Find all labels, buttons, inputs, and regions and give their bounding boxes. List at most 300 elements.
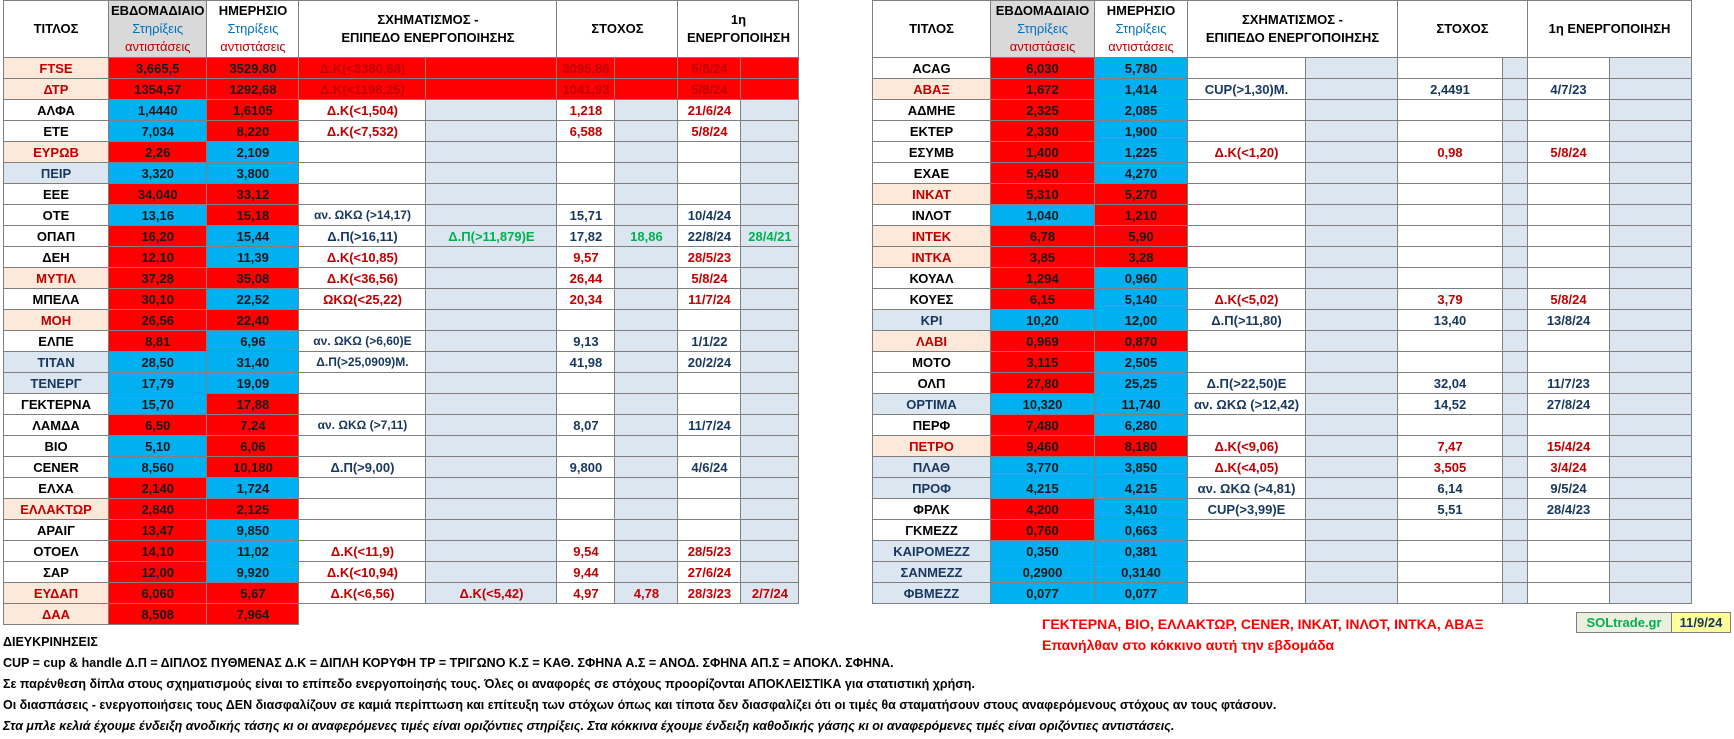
daily-level: 1,225 bbox=[1095, 142, 1188, 163]
daily-level: 9,850 bbox=[207, 520, 299, 541]
target-primary bbox=[557, 436, 615, 457]
weekly-level: 13,47 bbox=[109, 520, 207, 541]
header-daily-resistances: αντιστάσεις bbox=[1108, 39, 1174, 54]
target-primary bbox=[1398, 247, 1503, 268]
formation-secondary bbox=[1306, 478, 1398, 499]
target-primary bbox=[1398, 331, 1503, 352]
activation-secondary bbox=[1610, 436, 1692, 457]
target-primary bbox=[557, 394, 615, 415]
target-primary bbox=[1398, 352, 1503, 373]
table-row bbox=[4, 58, 799, 79]
daily-level: 22,40 bbox=[207, 310, 299, 331]
header-daily bbox=[207, 1, 299, 58]
activation-secondary bbox=[1610, 499, 1692, 520]
target-secondary bbox=[615, 520, 678, 541]
activation-primary bbox=[1528, 121, 1610, 142]
weekly-level: 0,077 bbox=[991, 583, 1095, 604]
daily-level: 0,3140 bbox=[1095, 562, 1188, 583]
target-primary: 7,47 bbox=[1398, 436, 1503, 457]
stock-name: ΓΚΜΕΖΖ bbox=[873, 520, 991, 541]
table-row bbox=[4, 331, 799, 352]
weekly-level: 3,665,5 bbox=[109, 58, 207, 79]
formation-secondary bbox=[1306, 352, 1398, 373]
activation-primary: 9/5/24 bbox=[1528, 478, 1610, 499]
target-primary: 6,14 bbox=[1398, 478, 1503, 499]
table-row bbox=[4, 583, 799, 604]
weekly-level: 26,56 bbox=[109, 310, 207, 331]
weekly-level: 5,450 bbox=[991, 163, 1095, 184]
target-secondary bbox=[1503, 520, 1528, 541]
table-row bbox=[873, 373, 1692, 394]
target-secondary bbox=[1503, 583, 1528, 604]
weekly-level: 2,840 bbox=[109, 499, 207, 520]
activation-primary: 22/8/24 bbox=[678, 226, 741, 247]
formation-primary bbox=[299, 184, 426, 205]
activation-secondary bbox=[1610, 583, 1692, 604]
activation-secondary bbox=[1610, 478, 1692, 499]
activation-secondary bbox=[741, 268, 799, 289]
stock-name: ΕΛΧΑ bbox=[4, 478, 109, 499]
weekly-level: 9,460 bbox=[991, 436, 1095, 457]
target-secondary bbox=[1503, 289, 1528, 310]
header-formation-line1: ΣΧΗΜΑΤΙΣΜΟΣ - bbox=[1241, 12, 1344, 27]
weekly-level: 7,480 bbox=[991, 415, 1095, 436]
activation-primary bbox=[678, 373, 741, 394]
target-primary: 26,44 bbox=[557, 268, 615, 289]
formation-primary bbox=[1188, 520, 1306, 541]
formation-secondary bbox=[426, 247, 557, 268]
formation-secondary bbox=[426, 79, 557, 100]
table-row bbox=[4, 226, 799, 247]
activation-secondary bbox=[741, 121, 799, 142]
target-primary: 0,98 bbox=[1398, 142, 1503, 163]
target-primary bbox=[1398, 541, 1503, 562]
activation-secondary bbox=[741, 562, 799, 583]
header-weekly-supports: Στηρίξεις bbox=[1017, 21, 1068, 36]
formation-primary bbox=[1188, 100, 1306, 121]
activation-secondary bbox=[741, 541, 799, 562]
activation-secondary bbox=[741, 499, 799, 520]
formation-primary bbox=[299, 142, 426, 163]
formation-secondary bbox=[426, 436, 557, 457]
activation-primary bbox=[1528, 100, 1610, 121]
stock-name: ΕΧΑΕ bbox=[873, 163, 991, 184]
activation-secondary bbox=[741, 79, 799, 100]
footer-note-1: Σε παρένθεση δίπλα στους σχηματισμούς είναι το επίπεδο ενεργοποίησής τους. Όλες οι αναφορές σε στόχους προορίζονται ΑΠΟΚΛΕΙΣΤΙΚΑ για στατιστική χρήση. bbox=[3, 677, 975, 691]
table-row bbox=[873, 562, 1692, 583]
target-secondary bbox=[615, 499, 678, 520]
target-secondary bbox=[615, 163, 678, 184]
report-date: 11/9/24 bbox=[1671, 612, 1731, 633]
target-primary: 15,71 bbox=[557, 205, 615, 226]
formation-secondary bbox=[426, 121, 557, 142]
returned-stocks-list: ΓΕΚΤΕΡΝΑ, ΒΙΟ, ΕΛΛΑΚΤΩΡ, CENER, ΙΝΚΑΤ, ΙΝΛΟΤ, ΙΝΤΚΑ, ΑΒΑΞ bbox=[1042, 616, 1484, 632]
table-row bbox=[4, 352, 799, 373]
header-first-activation: 1η ΕΝΕΡΓΟΠΟΙΗΣΗ bbox=[678, 1, 799, 58]
activation-primary bbox=[1528, 226, 1610, 247]
header-first-activation: 1η ΕΝΕΡΓΟΠΟΙΗΣΗ bbox=[1528, 1, 1692, 58]
header-daily-resistances: αντιστάσεις bbox=[220, 39, 286, 54]
formation-secondary bbox=[426, 541, 557, 562]
formation-primary bbox=[1188, 184, 1306, 205]
formation-secondary bbox=[1306, 457, 1398, 478]
daily-level: 11,740 bbox=[1095, 394, 1188, 415]
target-secondary bbox=[1503, 541, 1528, 562]
activation-secondary bbox=[741, 205, 799, 226]
formation-secondary bbox=[426, 163, 557, 184]
weekly-level: 34,040 bbox=[109, 184, 207, 205]
header-formation bbox=[299, 1, 557, 58]
formation-primary: Δ.Π(>9,00) bbox=[299, 457, 426, 478]
activation-primary bbox=[1528, 163, 1610, 184]
table-row bbox=[4, 268, 799, 289]
target-secondary bbox=[615, 394, 678, 415]
stock-name: ΛΑΒΙ bbox=[873, 331, 991, 352]
activation-secondary bbox=[741, 184, 799, 205]
formation-primary: Δ.Π(>11,80) bbox=[1188, 310, 1306, 331]
activation-secondary bbox=[1610, 331, 1692, 352]
table-row bbox=[873, 331, 1692, 352]
activation-primary bbox=[678, 142, 741, 163]
target-primary bbox=[1398, 58, 1503, 79]
daily-level: 5,140 bbox=[1095, 289, 1188, 310]
formation-secondary bbox=[1306, 436, 1398, 457]
formation-secondary bbox=[1306, 394, 1398, 415]
formation-primary: αν. ΩΚΩ (>6,60)Ε bbox=[299, 331, 426, 352]
target-primary bbox=[1398, 562, 1503, 583]
table-row bbox=[4, 310, 799, 331]
target-secondary bbox=[615, 121, 678, 142]
table-row bbox=[4, 121, 799, 142]
table-row bbox=[873, 268, 1692, 289]
formation-primary bbox=[299, 163, 426, 184]
activation-secondary bbox=[741, 331, 799, 352]
target-secondary bbox=[1503, 499, 1528, 520]
daily-level: 17,88 bbox=[207, 394, 299, 415]
activation-primary: 20/2/24 bbox=[678, 352, 741, 373]
activation-secondary bbox=[1610, 457, 1692, 478]
activation-primary bbox=[1528, 352, 1610, 373]
header-formation-line2: ΕΠΙΠΕΔΟ ΕΝΕΡΓΟΠΟΙΗΣΗΣ bbox=[1205, 30, 1380, 45]
activation-secondary bbox=[741, 58, 799, 79]
stock-name: ΣΑΝΜΕΖΖ bbox=[873, 562, 991, 583]
table-row bbox=[4, 247, 799, 268]
daily-level: 11,39 bbox=[207, 247, 299, 268]
formation-secondary bbox=[1306, 520, 1398, 541]
weekly-level: 28,50 bbox=[109, 352, 207, 373]
activation-primary bbox=[1528, 184, 1610, 205]
daily-level: 8,180 bbox=[1095, 436, 1188, 457]
target-primary: 41,98 bbox=[557, 352, 615, 373]
stock-name: ΙΝΤΚΑ bbox=[873, 247, 991, 268]
weekly-level: 17,79 bbox=[109, 373, 207, 394]
formation-secondary bbox=[426, 394, 557, 415]
formation-primary bbox=[1188, 331, 1306, 352]
daily-level: 1,210 bbox=[1095, 205, 1188, 226]
stock-name: ΠΛΑΘ bbox=[873, 457, 991, 478]
header-target: ΣΤΟΧΟΣ bbox=[557, 1, 678, 58]
header-formation bbox=[1188, 1, 1398, 58]
formation-primary: Δ.Κ(<11,9) bbox=[299, 541, 426, 562]
formation-primary: Δ.Κ(<1198,25) bbox=[299, 79, 426, 100]
stock-name: ΕΤΕ bbox=[4, 121, 109, 142]
activation-primary: 5/8/24 bbox=[678, 268, 741, 289]
target-primary: 1,218 bbox=[557, 100, 615, 121]
activation-primary bbox=[1528, 331, 1610, 352]
formation-primary bbox=[1188, 541, 1306, 562]
returned-to-red-note bbox=[1042, 614, 1484, 656]
formation-secondary: Δ.Κ(<5,42) bbox=[426, 583, 557, 604]
formation-primary bbox=[299, 436, 426, 457]
target-primary bbox=[1398, 100, 1503, 121]
table-row bbox=[4, 604, 799, 625]
formation-primary bbox=[1188, 562, 1306, 583]
formation-secondary bbox=[1306, 79, 1398, 100]
activation-primary: 3/4/24 bbox=[1528, 457, 1610, 478]
target-secondary bbox=[1503, 352, 1528, 373]
stock-name: ΕΣΥΜΒ bbox=[873, 142, 991, 163]
activation-secondary bbox=[1610, 373, 1692, 394]
formation-secondary bbox=[426, 58, 557, 79]
footer-note-2: Οι διασπάσεις - ενεργοποιήσεις τους ΔΕΝ διασφαλίζουν σε καμιά περίπτωση και επίτευξη των στόχων όπως και τίποτα δεν διασφαλίζει ότι οι τιμές θα σταματήσουν στους αναφερόμενους στόχους αν τους φτάσουν. bbox=[3, 698, 1277, 712]
weekly-level: 8,508 bbox=[109, 604, 207, 625]
formation-secondary bbox=[426, 478, 557, 499]
table-row bbox=[873, 520, 1692, 541]
weekly-level: 14,10 bbox=[109, 541, 207, 562]
table-row bbox=[873, 541, 1692, 562]
activation-primary: 28/5/23 bbox=[678, 541, 741, 562]
right-signals-table bbox=[872, 0, 1692, 604]
target-secondary bbox=[1503, 331, 1528, 352]
formation-secondary bbox=[426, 268, 557, 289]
formation-secondary bbox=[1306, 121, 1398, 142]
target-primary: 3,505 bbox=[1398, 457, 1503, 478]
daily-level: 0,663 bbox=[1095, 520, 1188, 541]
formation-primary: Δ.Κ(<3380,68) bbox=[299, 58, 426, 79]
daily-level: 4,215 bbox=[1095, 478, 1188, 499]
header-weekly-label: ΕΒΔΟΜΑΔΙΑΙΟ bbox=[111, 3, 205, 18]
formation-primary: Δ.Π(>16,11) bbox=[299, 226, 426, 247]
header-daily-label: ΗΜΕΡΗΣΙΟ bbox=[218, 3, 288, 18]
target-secondary bbox=[615, 79, 678, 100]
activation-secondary bbox=[741, 394, 799, 415]
activation-secondary bbox=[1610, 226, 1692, 247]
formation-primary: Δ.Κ(<1,20) bbox=[1188, 142, 1306, 163]
formation-secondary bbox=[426, 331, 557, 352]
activation-primary bbox=[1528, 520, 1610, 541]
target-primary: 14,52 bbox=[1398, 394, 1503, 415]
header-target: ΣΤΟΧΟΣ bbox=[1398, 1, 1528, 58]
daily-level: 5,780 bbox=[1095, 58, 1188, 79]
weekly-level: 1,4440 bbox=[109, 100, 207, 121]
footer-legend: CUP = cup & handle Δ.Π = ΔΙΠΛΟΣ ΠΥΘΜΕΝΑΣ Δ.Κ = ΔΙΠΛΗ ΚΟΡΥΦΗ ΤΡ = ΤΡΙΓΩΝΟ Κ.Σ = ΚΑΘ. ΣΦΗΝΑ Α.Σ = ΑΝΟΔ. ΣΦΗΝΑ ΑΠ.Σ = ΑΠΟΚΛ. ΣΦΗΝΑ. bbox=[3, 656, 894, 670]
formation-primary: Δ.Κ(<6,56) bbox=[299, 583, 426, 604]
activation-primary: 21/6/24 bbox=[678, 100, 741, 121]
target-secondary bbox=[1503, 184, 1528, 205]
weekly-level: 2,140 bbox=[109, 478, 207, 499]
formation-primary bbox=[1188, 415, 1306, 436]
weekly-level: 2,330 bbox=[991, 121, 1095, 142]
table-row bbox=[4, 415, 799, 436]
activation-primary: 5/8/24 bbox=[678, 58, 741, 79]
activation-secondary bbox=[741, 163, 799, 184]
daily-level: 7,964 bbox=[207, 604, 299, 625]
weekly-level: 12,00 bbox=[109, 562, 207, 583]
target-primary: 8,07 bbox=[557, 415, 615, 436]
activation-secondary bbox=[1610, 415, 1692, 436]
table-row bbox=[873, 247, 1692, 268]
activation-primary bbox=[1528, 415, 1610, 436]
weekly-level: 27,80 bbox=[991, 373, 1095, 394]
stock-name: ΠΡΟΦ bbox=[873, 478, 991, 499]
table-row bbox=[873, 478, 1692, 499]
target-primary: 9,44 bbox=[557, 562, 615, 583]
activation-secondary bbox=[1610, 394, 1692, 415]
target-primary bbox=[1398, 163, 1503, 184]
table-row bbox=[873, 394, 1692, 415]
stock-name: ΜΟΗ bbox=[4, 310, 109, 331]
target-secondary bbox=[1503, 268, 1528, 289]
daily-level: 3,850 bbox=[1095, 457, 1188, 478]
right-header-row bbox=[873, 1, 1692, 58]
target-secondary bbox=[615, 352, 678, 373]
daily-level: 15,18 bbox=[207, 205, 299, 226]
formation-secondary bbox=[426, 205, 557, 226]
target-secondary: 18,86 bbox=[615, 226, 678, 247]
header-weekly-resistances: αντιστάσεις bbox=[124, 39, 191, 54]
formation-primary: CUP(>1,30)Μ. bbox=[1188, 79, 1306, 100]
target-primary: 9,13 bbox=[557, 331, 615, 352]
stock-name: ΣΑΡ bbox=[4, 562, 109, 583]
formation-secondary bbox=[1306, 58, 1398, 79]
activation-primary bbox=[678, 436, 741, 457]
table-row bbox=[873, 226, 1692, 247]
table-row bbox=[4, 436, 799, 457]
target-primary bbox=[1398, 205, 1503, 226]
target-secondary bbox=[1503, 205, 1528, 226]
stock-name: ΙΝΤΕΚ bbox=[873, 226, 991, 247]
stock-name: ΟΛΠ bbox=[873, 373, 991, 394]
activation-primary: 5/8/24 bbox=[1528, 142, 1610, 163]
target-secondary bbox=[615, 457, 678, 478]
table-row bbox=[4, 562, 799, 583]
target-primary bbox=[557, 310, 615, 331]
formation-secondary: Δ.Π(>11,879)Ε bbox=[426, 226, 557, 247]
stock-name: ΕΥΔΑΠ bbox=[4, 583, 109, 604]
formation-secondary bbox=[426, 415, 557, 436]
weekly-level: 1,400 bbox=[991, 142, 1095, 163]
target-secondary bbox=[615, 436, 678, 457]
weekly-level: 1,672 bbox=[991, 79, 1095, 100]
formation-primary bbox=[1188, 268, 1306, 289]
target-secondary: 4,78 bbox=[615, 583, 678, 604]
daily-level: 1292,68 bbox=[207, 79, 299, 100]
daily-level: 3,800 bbox=[207, 163, 299, 184]
table-row bbox=[4, 373, 799, 394]
formation-secondary bbox=[1306, 562, 1398, 583]
header-weekly-supports: Στηρίξεις bbox=[132, 21, 184, 36]
stock-name: ΟΡΤΙΜΑ bbox=[873, 394, 991, 415]
weekly-level: 2,26 bbox=[109, 142, 207, 163]
formation-secondary bbox=[1306, 205, 1398, 226]
formation-secondary bbox=[1306, 142, 1398, 163]
daily-level: 8,220 bbox=[207, 121, 299, 142]
target-secondary bbox=[615, 562, 678, 583]
activation-secondary bbox=[1610, 58, 1692, 79]
table-row bbox=[4, 520, 799, 541]
activation-secondary bbox=[1610, 562, 1692, 583]
header-daily-supports: Στηρίξεις bbox=[1115, 21, 1167, 36]
activation-secondary bbox=[1610, 247, 1692, 268]
target-primary bbox=[1398, 226, 1503, 247]
target-primary bbox=[557, 184, 615, 205]
stock-name: ΚΟΥΕΣ bbox=[873, 289, 991, 310]
left-header-row bbox=[4, 1, 799, 58]
weekly-level: 37,28 bbox=[109, 268, 207, 289]
target-primary bbox=[1398, 583, 1503, 604]
activation-secondary bbox=[1610, 142, 1692, 163]
formation-secondary bbox=[1306, 247, 1398, 268]
stock-name: ΙΝΛΟΤ bbox=[873, 205, 991, 226]
weekly-level: 1,294 bbox=[991, 268, 1095, 289]
header-weekly bbox=[991, 1, 1095, 58]
daily-level: 1,6105 bbox=[207, 100, 299, 121]
stock-name: ΒΙΟ bbox=[4, 436, 109, 457]
target-primary: 2,4491 bbox=[1398, 79, 1503, 100]
target-secondary bbox=[1503, 121, 1528, 142]
target-secondary bbox=[1503, 163, 1528, 184]
daily-level: 12,00 bbox=[1095, 310, 1188, 331]
target-secondary bbox=[1503, 478, 1528, 499]
stock-name: ΚΡΙ bbox=[873, 310, 991, 331]
target-secondary bbox=[1503, 562, 1528, 583]
stock-name: ΜΥΤΙΛ bbox=[4, 268, 109, 289]
formation-secondary bbox=[1306, 331, 1398, 352]
target-secondary bbox=[615, 247, 678, 268]
table-row bbox=[873, 415, 1692, 436]
formation-secondary bbox=[426, 499, 557, 520]
daily-level: 1,900 bbox=[1095, 121, 1188, 142]
formation-secondary bbox=[1306, 163, 1398, 184]
target-primary: 9,57 bbox=[557, 247, 615, 268]
weekly-level: 12,10 bbox=[109, 247, 207, 268]
target-primary bbox=[1398, 520, 1503, 541]
daily-level: 25,25 bbox=[1095, 373, 1188, 394]
target-secondary bbox=[1503, 436, 1528, 457]
stock-name: ΕΥΡΩΒ bbox=[4, 142, 109, 163]
target-primary bbox=[1398, 121, 1503, 142]
target-secondary bbox=[1503, 142, 1528, 163]
target-secondary bbox=[615, 373, 678, 394]
target-primary: 9,54 bbox=[557, 541, 615, 562]
stock-name: ΠΕΙΡ bbox=[4, 163, 109, 184]
daily-level: 0,077 bbox=[1095, 583, 1188, 604]
activation-primary bbox=[678, 163, 741, 184]
weekly-level: 10,320 bbox=[991, 394, 1095, 415]
footer-title: ΔΙΕΥΚΡΙΝΗΣΕΙΣ bbox=[3, 635, 98, 649]
formation-secondary bbox=[426, 142, 557, 163]
target-secondary bbox=[1503, 373, 1528, 394]
left-signals-table bbox=[3, 0, 799, 625]
formation-secondary bbox=[426, 457, 557, 478]
activation-primary bbox=[678, 499, 741, 520]
formation-secondary bbox=[1306, 583, 1398, 604]
activation-secondary bbox=[741, 289, 799, 310]
activation-primary bbox=[1528, 205, 1610, 226]
activation-primary bbox=[678, 520, 741, 541]
formation-secondary bbox=[426, 289, 557, 310]
activation-secondary bbox=[1610, 541, 1692, 562]
